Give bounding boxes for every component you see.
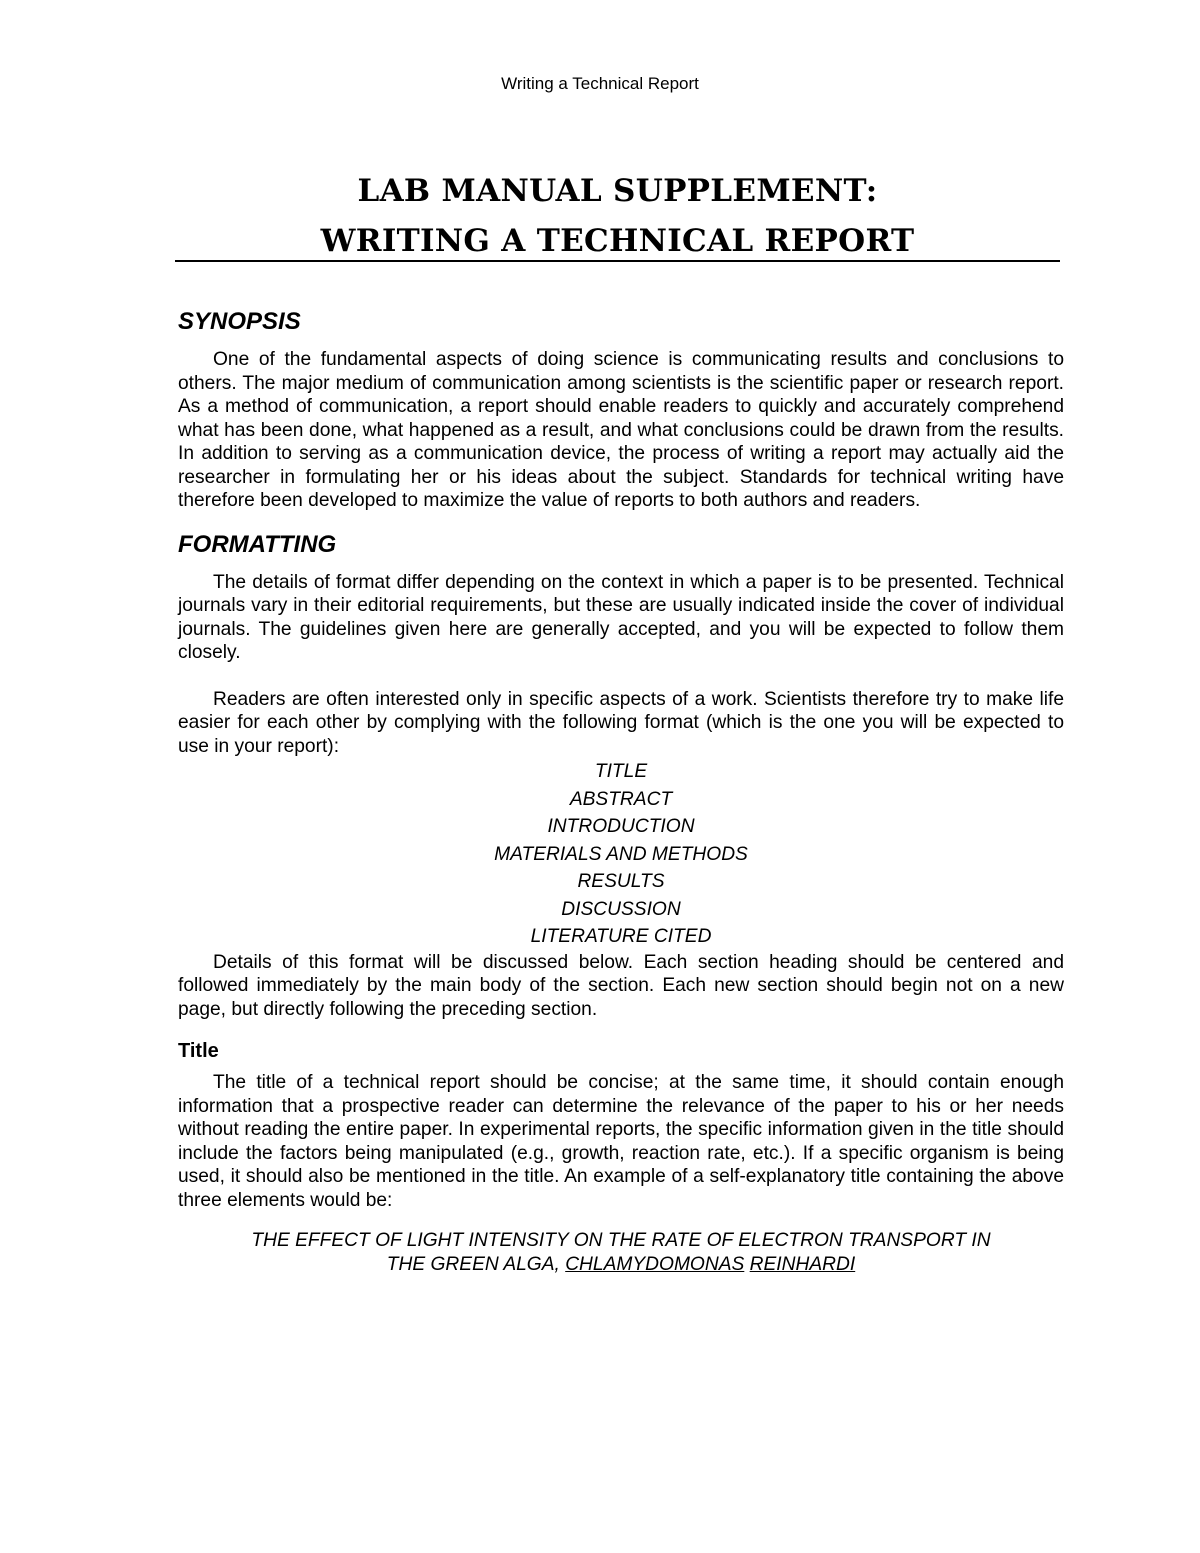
document-title-line-1: LAB MANUAL SUPPLEMENT: <box>357 173 878 209</box>
synopsis-paragraph: One of the fundamental aspects of doing science is communicating results and conclusions to others. The major medium of communication among scientists is the scientific paper or research report. As a method of communication, a report should enable readers to quickly and accurately comprehend what has been done, what happened as a result, and what conclusions could be drawn from the results. In addition to serving as a communication device, the process of writing a report may actually aid the researcher in formulating her or his ideas about the subject. Standards for technical writing have therefore been developed to maximize the value of reports to both authors and readers. <box>178 349 1064 511</box>
document-title-line-2: WRITING A TECHNICAL REPORT <box>320 223 915 259</box>
format-list-item: ABSTRACT <box>569 788 673 810</box>
example-species: REINHARDI <box>749 1254 856 1275</box>
formatting-paragraph-3: Details of this format will be discussed below. Each section heading should be centered and followed immediately by the main body of the section. Each new section should begin not on a new page, but directly following the preceding section. <box>178 951 1064 1020</box>
formatting-section <box>178 529 1064 1022</box>
format-list-item: INTRODUCTION <box>547 816 695 837</box>
title-heading: Title <box>178 1040 219 1062</box>
title-paragraph: The title of a technical report should be concise; at the same time, it should contain enough information that a prospective reader can determine the relevance of the paper to his or her needs without reading the entire paper. In experimental reports, the specific information given in the title should include the factors being manipulated (e.g., growth, reaction rate, etc.). If a specific organism is being used, it should also be mentioned in the title. An example of a self-explanatory title containing the above three elements would be: <box>178 1072 1064 1211</box>
formatting-heading: FORMATTING <box>178 530 337 558</box>
synopsis-heading: SYNOPSIS <box>178 308 301 335</box>
synopsis-section <box>178 306 1064 513</box>
formatting-paragraph-1: The details of format differ depending on the context in which a paper is to be presented. Technical journals vary in their editorial requirements, but these are usually indicated inside the cover of individual journals. The guidelines given here are generally accepted, and you will be expected to follow them closely. <box>178 571 1064 663</box>
format-list-item: MATERIALS AND METHODS <box>494 843 748 865</box>
title-section <box>178 1037 1064 1277</box>
example-title <box>178 1229 1064 1277</box>
running-header: Writing a Technical Report <box>501 74 699 93</box>
example-genus: CHLAMYDOMONAS <box>565 1254 745 1275</box>
example-title-line-2 <box>178 1253 1064 1277</box>
formatting-paragraph-2: Readers are often interested only in specific aspects of a work. Scientists therefore try to make life easier for each other by complying with the following format (which is the one you will be expected to use in your report): <box>178 688 1064 757</box>
document-body <box>178 306 1064 1277</box>
example-title-prefix: THE GREEN ALGA, <box>386 1254 566 1275</box>
report-format-list <box>178 758 1064 951</box>
format-list-item: LITERATURE CITED <box>530 926 712 947</box>
title-divider <box>175 260 1060 262</box>
format-list-item: TITLE <box>594 761 648 782</box>
example-title-line-1: THE EFFECT OF LIGHT INTENSITY ON THE RATE OF ELECTRON TRANSPORT IN <box>251 1230 991 1251</box>
format-list-item: RESULTS <box>577 871 665 892</box>
document-title <box>175 166 1060 266</box>
format-list-item: DISCUSSION <box>561 898 681 920</box>
